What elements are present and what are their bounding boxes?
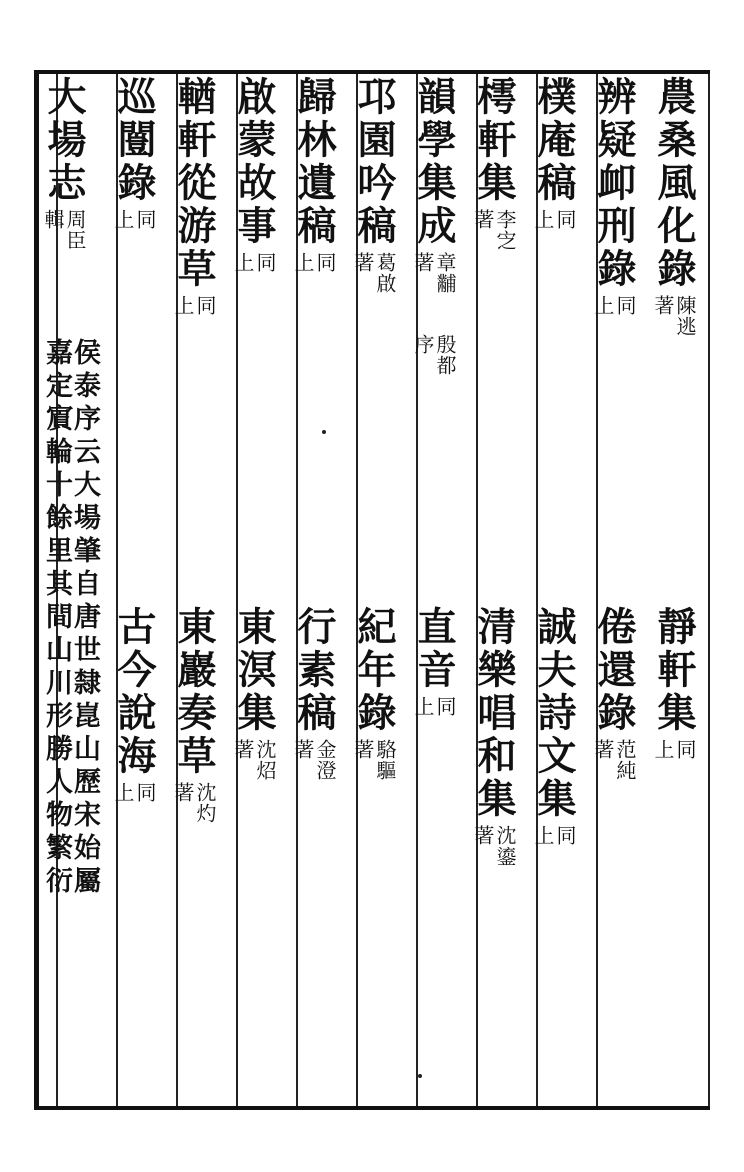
author-note-line: 上 — [531, 209, 555, 230]
author-note-line: 上 — [291, 252, 315, 273]
preface-note — [412, 334, 456, 376]
book-entry-top — [292, 76, 348, 273]
book-entry-top — [112, 76, 168, 230]
book-title: 東巖奏草 — [171, 606, 217, 778]
book-title: 直音 — [411, 606, 457, 692]
author-note-line: 駱驅 — [373, 739, 397, 781]
entry-title-block — [42, 76, 98, 251]
author-note-line: 沈鎏 — [493, 825, 517, 867]
book-title: 紀年錄 — [351, 606, 397, 735]
author-note-line: 同 — [553, 209, 577, 230]
book-entry-top — [412, 76, 468, 376]
author-note-line: 上 — [111, 782, 135, 803]
author-note — [352, 252, 396, 294]
author-note-line: 同 — [193, 295, 217, 316]
author-note-line: 著 — [351, 252, 375, 273]
book-entry-bottom — [352, 606, 408, 781]
book-title: 韻學集成 — [411, 76, 457, 248]
book-entry-bottom — [172, 606, 228, 824]
book-title: 東溟集 — [231, 606, 277, 735]
book-title: 樗軒集 — [471, 76, 517, 205]
entry-note — [42, 209, 86, 251]
book-title: 倦還錄 — [591, 606, 637, 735]
author-note-line: 著 — [291, 739, 315, 760]
book-title: 農桑風化錄 — [651, 76, 697, 291]
author-note-line: 同 — [133, 782, 157, 803]
author-note-line: 上 — [171, 295, 195, 316]
author-note — [112, 782, 156, 803]
author-note-line: 同 — [673, 739, 697, 760]
book-title: 輶軒從游草 — [171, 76, 217, 291]
author-note-line: 范純 — [613, 739, 637, 781]
preface-line-right: 侯泰序云大場肇自唐世隸崑山歷宋始屬 — [69, 338, 100, 899]
author-note-line: 上 — [531, 825, 555, 846]
author-note-line: 陳逃 — [673, 295, 697, 337]
author-note — [412, 252, 456, 294]
author-note — [472, 209, 516, 251]
author-note-line: 同 — [253, 252, 277, 273]
note-left: 輯 — [41, 209, 65, 230]
author-note-line: 著 — [411, 252, 435, 273]
book-title: 誠夫詩文集 — [531, 606, 577, 821]
book-title: 巡闓錄 — [111, 76, 157, 205]
author-note — [592, 739, 636, 781]
author-note — [652, 295, 696, 337]
book-title: 歸林遺稿 — [291, 76, 337, 248]
author-note — [532, 209, 576, 230]
author-note-line: 上 — [111, 209, 135, 230]
author-note-line: 葛啟 — [373, 252, 397, 294]
author-note-line: 上 — [411, 696, 435, 717]
author-note-line: 著 — [651, 295, 675, 316]
author-note — [652, 739, 696, 760]
author-note-line: 同 — [613, 295, 637, 316]
author-note-line: 沈炤 — [253, 739, 277, 781]
author-note-line: 章黼 — [433, 252, 457, 294]
author-note — [172, 782, 216, 824]
author-note — [352, 739, 396, 781]
book-title: 靜軒集 — [651, 606, 697, 735]
author-note-line: 著 — [351, 739, 375, 760]
book-entry-bottom — [652, 606, 708, 760]
author-note — [292, 252, 336, 273]
book-entry-top — [652, 76, 708, 337]
author-note — [112, 209, 156, 230]
author-note-line: 上 — [231, 252, 255, 273]
book-entry-top — [472, 76, 528, 251]
book-entry-bottom — [232, 606, 288, 781]
book-entry-bottom — [112, 606, 168, 803]
column-rule — [708, 74, 710, 1106]
book-title: 行素稿 — [291, 606, 337, 735]
note-right: 周臣 — [63, 209, 87, 251]
book-entry-top — [352, 76, 408, 294]
book-entry-bottom — [412, 606, 468, 717]
author-note-line: 金澄 — [313, 739, 337, 781]
author-note-line: 著 — [231, 739, 255, 760]
author-note — [172, 295, 216, 316]
author-note — [232, 252, 276, 273]
author-note-line: 上 — [651, 739, 675, 760]
author-note-line: 同 — [313, 252, 337, 273]
book-title: 辨疑卹刑錄 — [591, 76, 637, 291]
author-note-line: 著 — [171, 782, 195, 803]
book-entry-top — [232, 76, 288, 273]
book-title: 古今說海 — [111, 606, 157, 778]
author-note — [532, 825, 576, 846]
book-entry-bottom — [592, 606, 648, 781]
author-note-line: 同 — [133, 209, 157, 230]
author-note-line: 著 — [471, 209, 495, 230]
author-note-line: 著 — [591, 739, 615, 760]
book-entry-top — [532, 76, 588, 230]
book-title: 啟蒙故事 — [231, 76, 277, 248]
book-entry-top — [592, 76, 648, 316]
book-title: 清樂唱和集 — [471, 606, 517, 821]
preface-note-line: 序 — [411, 334, 435, 355]
author-note — [592, 295, 636, 316]
author-note-line: 沈灼 — [193, 782, 217, 824]
author-note-line: 同 — [433, 696, 457, 717]
ink-speck — [322, 430, 326, 434]
book-entry-bottom — [532, 606, 588, 846]
author-note — [292, 739, 336, 781]
author-note — [472, 825, 516, 867]
author-note — [412, 696, 456, 717]
book-title: 樸庵稿 — [531, 76, 577, 205]
preface-text — [42, 338, 98, 899]
book-entry-bottom — [292, 606, 348, 781]
book-entry-bottom — [472, 606, 528, 867]
author-note-line: 上 — [591, 295, 615, 316]
book-title: 邛園吟稿 — [351, 76, 397, 248]
preface-line-left: 嘉定賔輪十餘里其間山川形勝人物繁衍 — [41, 338, 72, 899]
author-note-line: 李㝎 — [493, 209, 517, 251]
ink-speck — [418, 1074, 422, 1078]
preface-note-line: 殷都 — [433, 334, 457, 376]
author-note-line: 著 — [471, 825, 495, 846]
book-entry-top — [172, 76, 228, 316]
author-note-line: 同 — [553, 825, 577, 846]
entry-title: 大場志 — [41, 76, 87, 205]
author-note — [232, 739, 276, 781]
